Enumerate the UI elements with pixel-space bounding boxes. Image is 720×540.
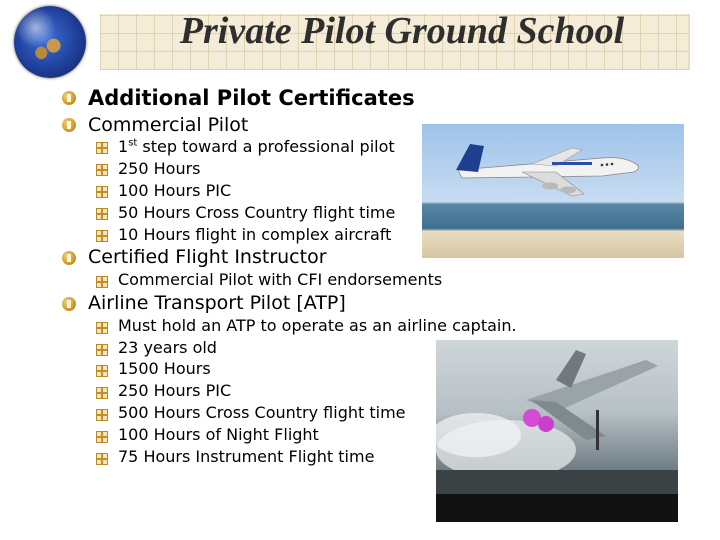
gold-cross-bullet-icon [96, 387, 108, 399]
list-item [118, 137, 395, 156]
gold-cross-bullet-icon [96, 186, 108, 198]
gold-cross-bullet-icon [96, 409, 108, 421]
gold-cross-bullet-icon [96, 208, 108, 220]
list-item: 75 Hours Instrument Flight time [118, 447, 375, 466]
list-item: 500 Hours Cross Country flight time [118, 403, 406, 422]
heading: Additional Pilot Certificates [88, 86, 415, 110]
list-item-text: step toward a professional pilot [142, 137, 395, 156]
gold-cross-bullet-icon [96, 276, 108, 288]
gold-disc-bullet-icon [62, 251, 76, 265]
ordinal-suffix: st [128, 137, 138, 149]
fighter-jet-photo [436, 340, 678, 522]
gold-disc-bullet-icon [62, 118, 76, 132]
list-item: 10 Hours flight in complex aircraft [118, 225, 392, 244]
list-item: Must hold an ATP to operate as an airline captain. [118, 316, 517, 335]
section-label: Airline Transport Pilot [ATP] [88, 292, 346, 314]
list-item: 250 Hours PIC [118, 381, 232, 400]
globe-icon [14, 6, 86, 78]
section-label: Commercial Pilot [88, 114, 249, 136]
list-item: 50 Hours Cross Country flight time [118, 203, 396, 222]
section-label: Certified Flight Instructor [88, 246, 327, 268]
gold-cross-bullet-icon [96, 431, 108, 443]
gold-cross-bullet-icon [96, 322, 108, 334]
ordinal-prefix: 1 [118, 137, 129, 156]
gold-cross-bullet-icon [96, 365, 108, 377]
airliner-icon [452, 136, 652, 206]
gold-cross-bullet-icon [96, 142, 108, 154]
gold-cross-bullet-icon [96, 453, 108, 465]
list-item: 250 Hours [118, 159, 201, 178]
list-item: 23 years old [118, 338, 217, 357]
list-item: 1500 Hours [118, 359, 211, 378]
list-item: 100 Hours PIC [118, 181, 232, 200]
gold-disc-bullet-icon [62, 297, 76, 311]
gold-cross-bullet-icon [96, 344, 108, 356]
fighter-jet-icon [436, 340, 678, 500]
list-item: Commercial Pilot with CFI endorsements [118, 270, 443, 289]
airliner-photo [422, 124, 684, 258]
page-title: Private Pilot Ground School [179, 10, 625, 52]
list-item: 100 Hours of Night Flight [118, 425, 319, 444]
photo-caption-graphic [436, 494, 678, 522]
gold-cross-bullet-icon [96, 164, 108, 176]
gold-disc-bullet-icon [62, 91, 76, 105]
gold-cross-bullet-icon [96, 230, 108, 242]
